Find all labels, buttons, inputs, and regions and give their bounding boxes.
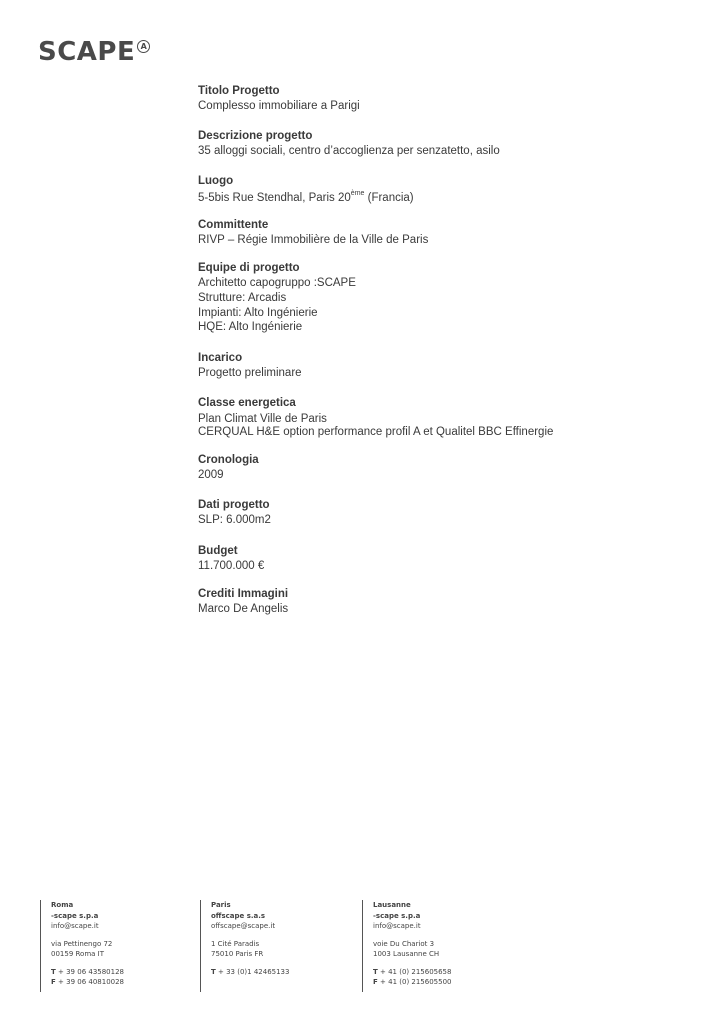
field-label: Cronologia xyxy=(198,454,259,466)
field-value: Architetto capogruppo :SCAPE xyxy=(198,277,356,289)
logo-text: SCAPE xyxy=(38,37,136,67)
office-address-line: 1003 Lausanne CH xyxy=(373,950,440,958)
phone-label: T xyxy=(373,967,378,976)
field-value: Strutture: Arcadis xyxy=(198,292,287,304)
field-value: 35 alloggi sociali, centro d’accoglienza per senzatetto, asilo xyxy=(198,145,500,157)
office-city: Paris xyxy=(211,901,231,909)
field-label: Descrizione progetto xyxy=(198,130,313,142)
field-titolo-progetto xyxy=(198,84,698,114)
field-value: Marco De Angelis xyxy=(198,603,289,615)
field-dati-progetto xyxy=(198,498,698,528)
field-incarico xyxy=(198,351,698,381)
office-fax xyxy=(51,977,201,988)
field-value: Progetto preliminare xyxy=(198,367,302,379)
company-logo xyxy=(38,38,150,66)
office-address-line: 75010 Paris FR xyxy=(211,950,264,958)
office-city: Lausanne xyxy=(373,901,411,909)
office-lausanne xyxy=(362,900,523,992)
office-phone xyxy=(211,967,361,978)
field-cronologia xyxy=(198,453,698,483)
field-value: Plan Climat Ville de Paris xyxy=(198,413,327,425)
field-value: Impianti: Alto Ingénierie xyxy=(198,307,318,319)
field-value: SLP: 6.000m2 xyxy=(198,514,271,526)
field-label: Dati progetto xyxy=(198,499,270,511)
field-value: Complesso immobiliare a Parigi xyxy=(198,100,360,112)
office-phone xyxy=(373,967,523,978)
fax-number: + 39 06 40810028 xyxy=(58,978,125,986)
office-paris xyxy=(200,900,361,992)
field-budget xyxy=(198,544,698,574)
office-email[interactable]: info@scape.it xyxy=(373,922,421,930)
field-label: Titolo Progetto xyxy=(198,85,280,97)
logo-registered-mark: A xyxy=(137,40,150,53)
office-company: -scape s.p.a xyxy=(373,911,421,920)
field-label: Classe energetica xyxy=(198,397,296,409)
fax-number: + 41 (0) 215605500 xyxy=(380,978,452,986)
field-value: RIVP – Régie Immobilière de la Ville de Paris xyxy=(198,234,429,246)
fax-label: F xyxy=(373,978,378,986)
field-value: HQE: Alto Ingénierie xyxy=(198,321,303,333)
office-email[interactable]: info@scape.it xyxy=(51,922,99,930)
footer-offices xyxy=(0,900,724,1000)
office-address-line: voie Du Chariot 3 xyxy=(373,939,435,948)
office-roma xyxy=(40,900,201,992)
office-company: -scape s.p.a xyxy=(51,911,99,920)
field-equipe-di-progetto xyxy=(198,261,698,334)
office-fax xyxy=(373,977,523,988)
field-luogo xyxy=(198,174,698,206)
phone-label: T xyxy=(51,967,56,976)
address-text: 5-5bis Rue Stendhal, Paris 20 xyxy=(198,192,351,204)
office-email[interactable]: offscape@scape.it xyxy=(211,922,276,930)
field-label: Budget xyxy=(198,545,238,557)
address-country: (Francia) xyxy=(364,192,414,204)
field-descrizione-progetto xyxy=(198,129,698,159)
field-label: Committente xyxy=(198,219,269,231)
phone-label: T xyxy=(211,967,216,976)
office-company: offscape s.a.s xyxy=(211,911,266,920)
phone-number: + 39 06 43580128 xyxy=(58,967,124,976)
field-value: CERQUAL H&E option performance profil A et Qualitel BBC Effinergie xyxy=(198,426,554,438)
office-address-line: via Pettinengo 72 xyxy=(51,939,113,948)
field-label: Equipe di progetto xyxy=(198,262,300,274)
field-label: Luogo xyxy=(198,175,234,187)
office-phone xyxy=(51,967,201,978)
project-details xyxy=(198,84,698,617)
field-label: Crediti Immagini xyxy=(198,588,289,600)
phone-number: + 41 (0) 215605658 xyxy=(380,967,452,976)
field-value: 2009 xyxy=(198,469,224,481)
field-value: 11.700.000 € xyxy=(198,560,265,572)
field-value xyxy=(198,191,698,206)
office-city: Roma xyxy=(51,901,74,909)
fax-label: F xyxy=(51,978,56,986)
field-label: Incarico xyxy=(198,352,243,364)
field-crediti-immagini xyxy=(198,587,698,617)
field-classe-energetica xyxy=(198,396,698,439)
phone-number: + 33 (0)1 42465133 xyxy=(218,967,290,976)
address-superscript: ème xyxy=(350,190,365,197)
office-address-line: 1 Cité Paradis xyxy=(211,939,260,948)
field-committente xyxy=(198,218,698,248)
office-address-line: 00159 Roma IT xyxy=(51,950,104,958)
